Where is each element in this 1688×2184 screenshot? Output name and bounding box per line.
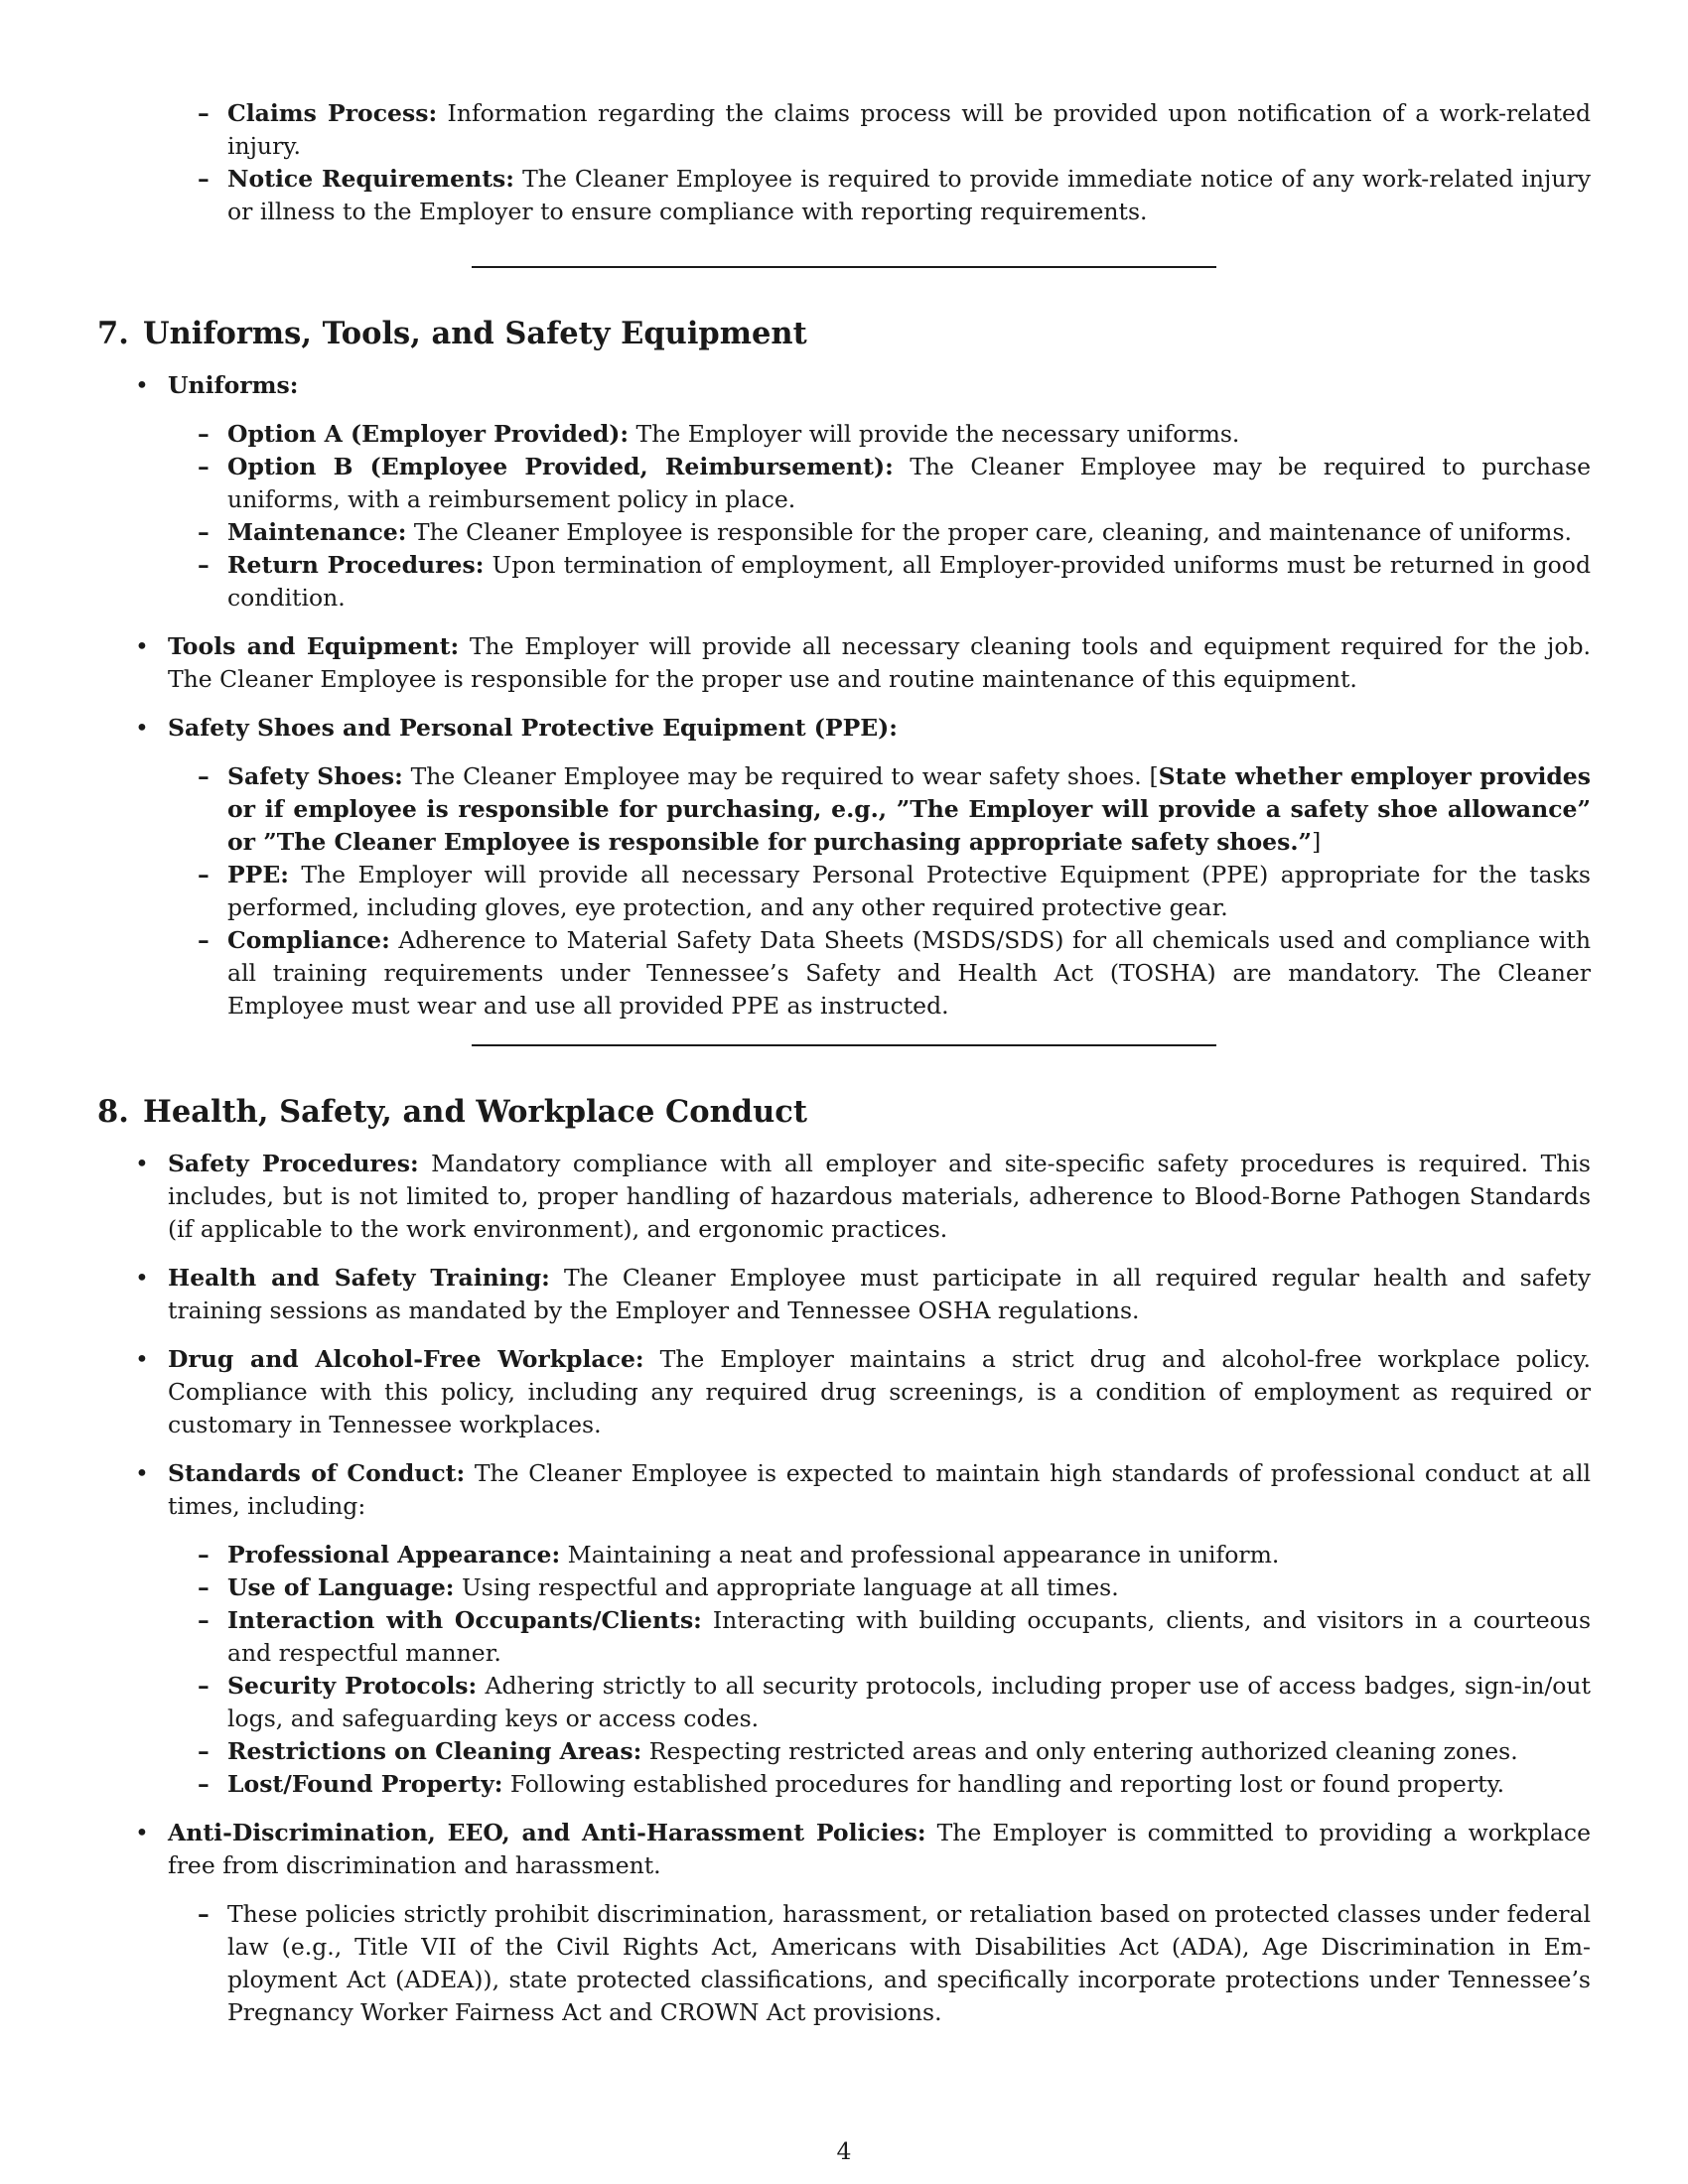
list-item-safety-shoes: – Safety Shoes: The Cleaner Employee may be required to wear safety shoes. [State whether employer provides or if employee is responsible for purchasing, e.g., ”The Employer will provide a safety shoe allowance” or ”The Cleaner Employee is responsible for purchasing appropriate safety shoes.”]: [168, 760, 1591, 859]
list-item-conduct: • Standards of Conduct: The Cleaner Employee is expected to maintain high standards of professional conduct at all times, including: – Professional Appearance: Maintaining a neat and professional appearance in uniform. – Use of Language: Using respectful and appropriate language at all times. – Interaction with Occupants/Clients: Interacting with building occupants, clients, and visitors in a courteous and respectful manner. – Security Protocols: Adhering strictly to all security protocols, including proper use of access badges, sign-in/out logs, and safeguarding keys or access codes. – Restrictions on Cleaning Areas: Respecting restricted areas and only entering authorized cleaning zones. – Lost/Found Property: Following established procedures for handling and reporting lost or found property.: [97, 1457, 1591, 1801]
page-content: [97, 97, 1591, 2045]
list-item-security: – Security Protocols: Adhering strictly to all security protocols, including proper use of access badges, sign-in/out logs, and safeguarding keys or access codes.: [168, 1670, 1591, 1735]
list-item-ppe: • Safety Shoes and Personal Protective Equipment (PPE): – Safety Shoes: The Cleaner Employee may be required to wear safety shoes. [State whether employer provides or if employee is responsible for purchasing, e.g., ”The Employer will provide a safety shoe allowance” or ”The Cleaner Employee is responsible for purchasing appropriate safety shoes.”] – PPE: The Employer will provide all necessary Personal Protective Equipment (PPE) appropriate for the tasks performed, including gloves, eye protection, and any other required protective gear. – Compliance: Adherence to Material Safety Data Sheets (MSDS/SDS) for all chemicals used and compliance with all training requirements under Tennessee’s Safety and Health Act (TOSHA) are mandatory. The Cleaner Employee must wear and use all provided PPE as instructed.: [97, 712, 1591, 1023]
placeholder-instruction: State whether employer provides or if employee is responsible for purchasing, e.g., ”The Employer will provide a safety shoe allowance” or ”The Cleaner Employee is responsible for purchasing appropriate safety shoes.”: [227, 762, 1591, 856]
list-item-option-b: – Option B (Employee Provided, Reimbursement): The Cleaner Employee may be required to purchase uniforms, with a reimbursement policy in place.: [168, 451, 1591, 516]
section-divider: [472, 1044, 1216, 1046]
page-number: 4: [836, 2137, 852, 2165]
list-item-return-procedures: – Return Procedures: Upon termination of employment, all Employer-provided uniforms must be returned in good condition.: [168, 549, 1591, 614]
list-item-restrictions: – Restrictions on Cleaning Areas: Respecting restricted areas and only entering authorized cleaning zones.: [168, 1735, 1591, 1768]
list-item-drug-free: • Drug and Alcohol-Free Workplace: The Employer maintains a strict drug and alcohol-free workplace policy. Compliance with this policy, including any required drug screenings, is a condition of employment as required or customary in Tennessee workplaces.: [97, 1343, 1591, 1441]
ppe-sublist: [168, 760, 1591, 1023]
section-8-list: [97, 1148, 1591, 2029]
list-item-protected-classes: – These policies strictly prohibit discrimination, harassment, or retaliation based on protected classes under federal law (e.g., Title VII of the Civil Rights Act, Americans with Disabilities Act (ADA), Age Discrimination in Employment Act (ADEA)), state protected classifications, and specifically incorporate protections under Tennessee’s Pregnancy Worker Fairness Act and CROWN Act provisions.: [168, 1898, 1591, 2029]
section-divider: [472, 266, 1216, 268]
list-item-training: • Health and Safety Training: The Cleaner Employee must participate in all required regular health and safety training sessions as mandated by the Employer and Tennessee OSHA regulations.: [97, 1262, 1591, 1327]
list-item-anti-discrimination: • Anti-Discrimination, EEO, and Anti-Harassment Policies: The Employer is committed to providing a workplace free from discrimination and harassment. – These policies strictly prohibit discrimination, harassment, or retaliation based on protected classes under federal law (e.g., Title VII of the Civil Rights Act, Americans with Disabilities Act (ADA), Age Discrimination in Employment Act (ADEA)), state protected classifications, and specifically incorporate protections under Tennessee’s Pregnancy Worker Fairness Act and CROWN Act provisions.: [97, 1817, 1591, 2029]
list-item-tools: • Tools and Equipment: The Employer will provide all necessary cleaning tools and equipment required for the job. The Cleaner Employee is responsible for the proper use and routine maintenance of this equipment.: [97, 630, 1591, 696]
list-item-compliance: – Compliance: Adherence to Material Safety Data Sheets (MSDS/SDS) for all chemicals used and compliance with all training requirements under Tennessee’s Safety and Health Act (TOSHA) are mandatory. The Cleaner Employee must wear and use all provided PPE as instructed.: [168, 924, 1591, 1023]
list-item-appearance: – Professional Appearance: Maintaining a neat and professional appearance in uniform.: [168, 1539, 1591, 1571]
list-item-language: – Use of Language: Using respectful and appropriate language at all times.: [168, 1571, 1591, 1604]
list-item-safety-procedures: • Safety Procedures: Mandatory compliance with all employer and site-specific safety procedures is required. This includes, but is not limited to, proper handling of hazardous materials, adherence to Blood-Borne Pathogen Standards (if applicable to the work environment), and ergonomic practices.: [97, 1148, 1591, 1246]
list-item-lost-found: – Lost/Found Property: Following established procedures for handling and reporting lost or found property.: [168, 1768, 1591, 1801]
section-heading-8: 8. Health, Safety, and Workplace Conduct: [97, 1094, 807, 1130]
continued-sublist: [97, 97, 1591, 228]
list-item-maintenance: – Maintenance: The Cleaner Employee is responsible for the proper care, cleaning, and maintenance of uniforms.: [168, 516, 1591, 549]
conduct-sublist: [168, 1539, 1591, 1801]
section-7-list: [97, 369, 1591, 1023]
list-item-uniforms: • Uniforms: – Option A (Employer Provided): The Employer will provide the necessary uniforms. – Option B (Employee Provided, Reimbursement): The Cleaner Employee may be required to purchase uniforms, with a reimbursement policy in place. – Maintenance: The Cleaner Employee is responsible for the proper care, cleaning, and maintenance of uniforms. – Return Procedures: Upon termination of employment, all Employer-provided uniforms must be returned in good condition.: [97, 369, 1591, 614]
list-item-interaction: – Interaction with Occupants/Clients: Interacting with building occupants, clients, and visitors in a courteous and respectful manner.: [168, 1604, 1591, 1670]
anti-discrimination-sublist: [168, 1898, 1591, 2029]
section-heading-7: 7. Uniforms, Tools, and Safety Equipment: [97, 316, 807, 351]
uniforms-sublist: [168, 418, 1591, 614]
list-item-ppe-provision: – PPE: The Employer will provide all necessary Personal Protective Equipment (PPE) appropriate for the tasks performed, including gloves, eye protection, and any other required protective gear.: [168, 859, 1591, 924]
list-item-option-a: – Option A (Employer Provided): The Employer will provide the necessary uniforms.: [168, 418, 1591, 451]
list-item-claims-process: – Claims Process: Information regarding the claims process will be provided upon notification of a work-related injury.: [97, 97, 1591, 163]
list-item-notice-requirements: – Notice Requirements: The Cleaner Employee is required to provide immediate notice of any work-related injury or illness to the Employer to ensure compliance with reporting requirements.: [97, 163, 1591, 228]
